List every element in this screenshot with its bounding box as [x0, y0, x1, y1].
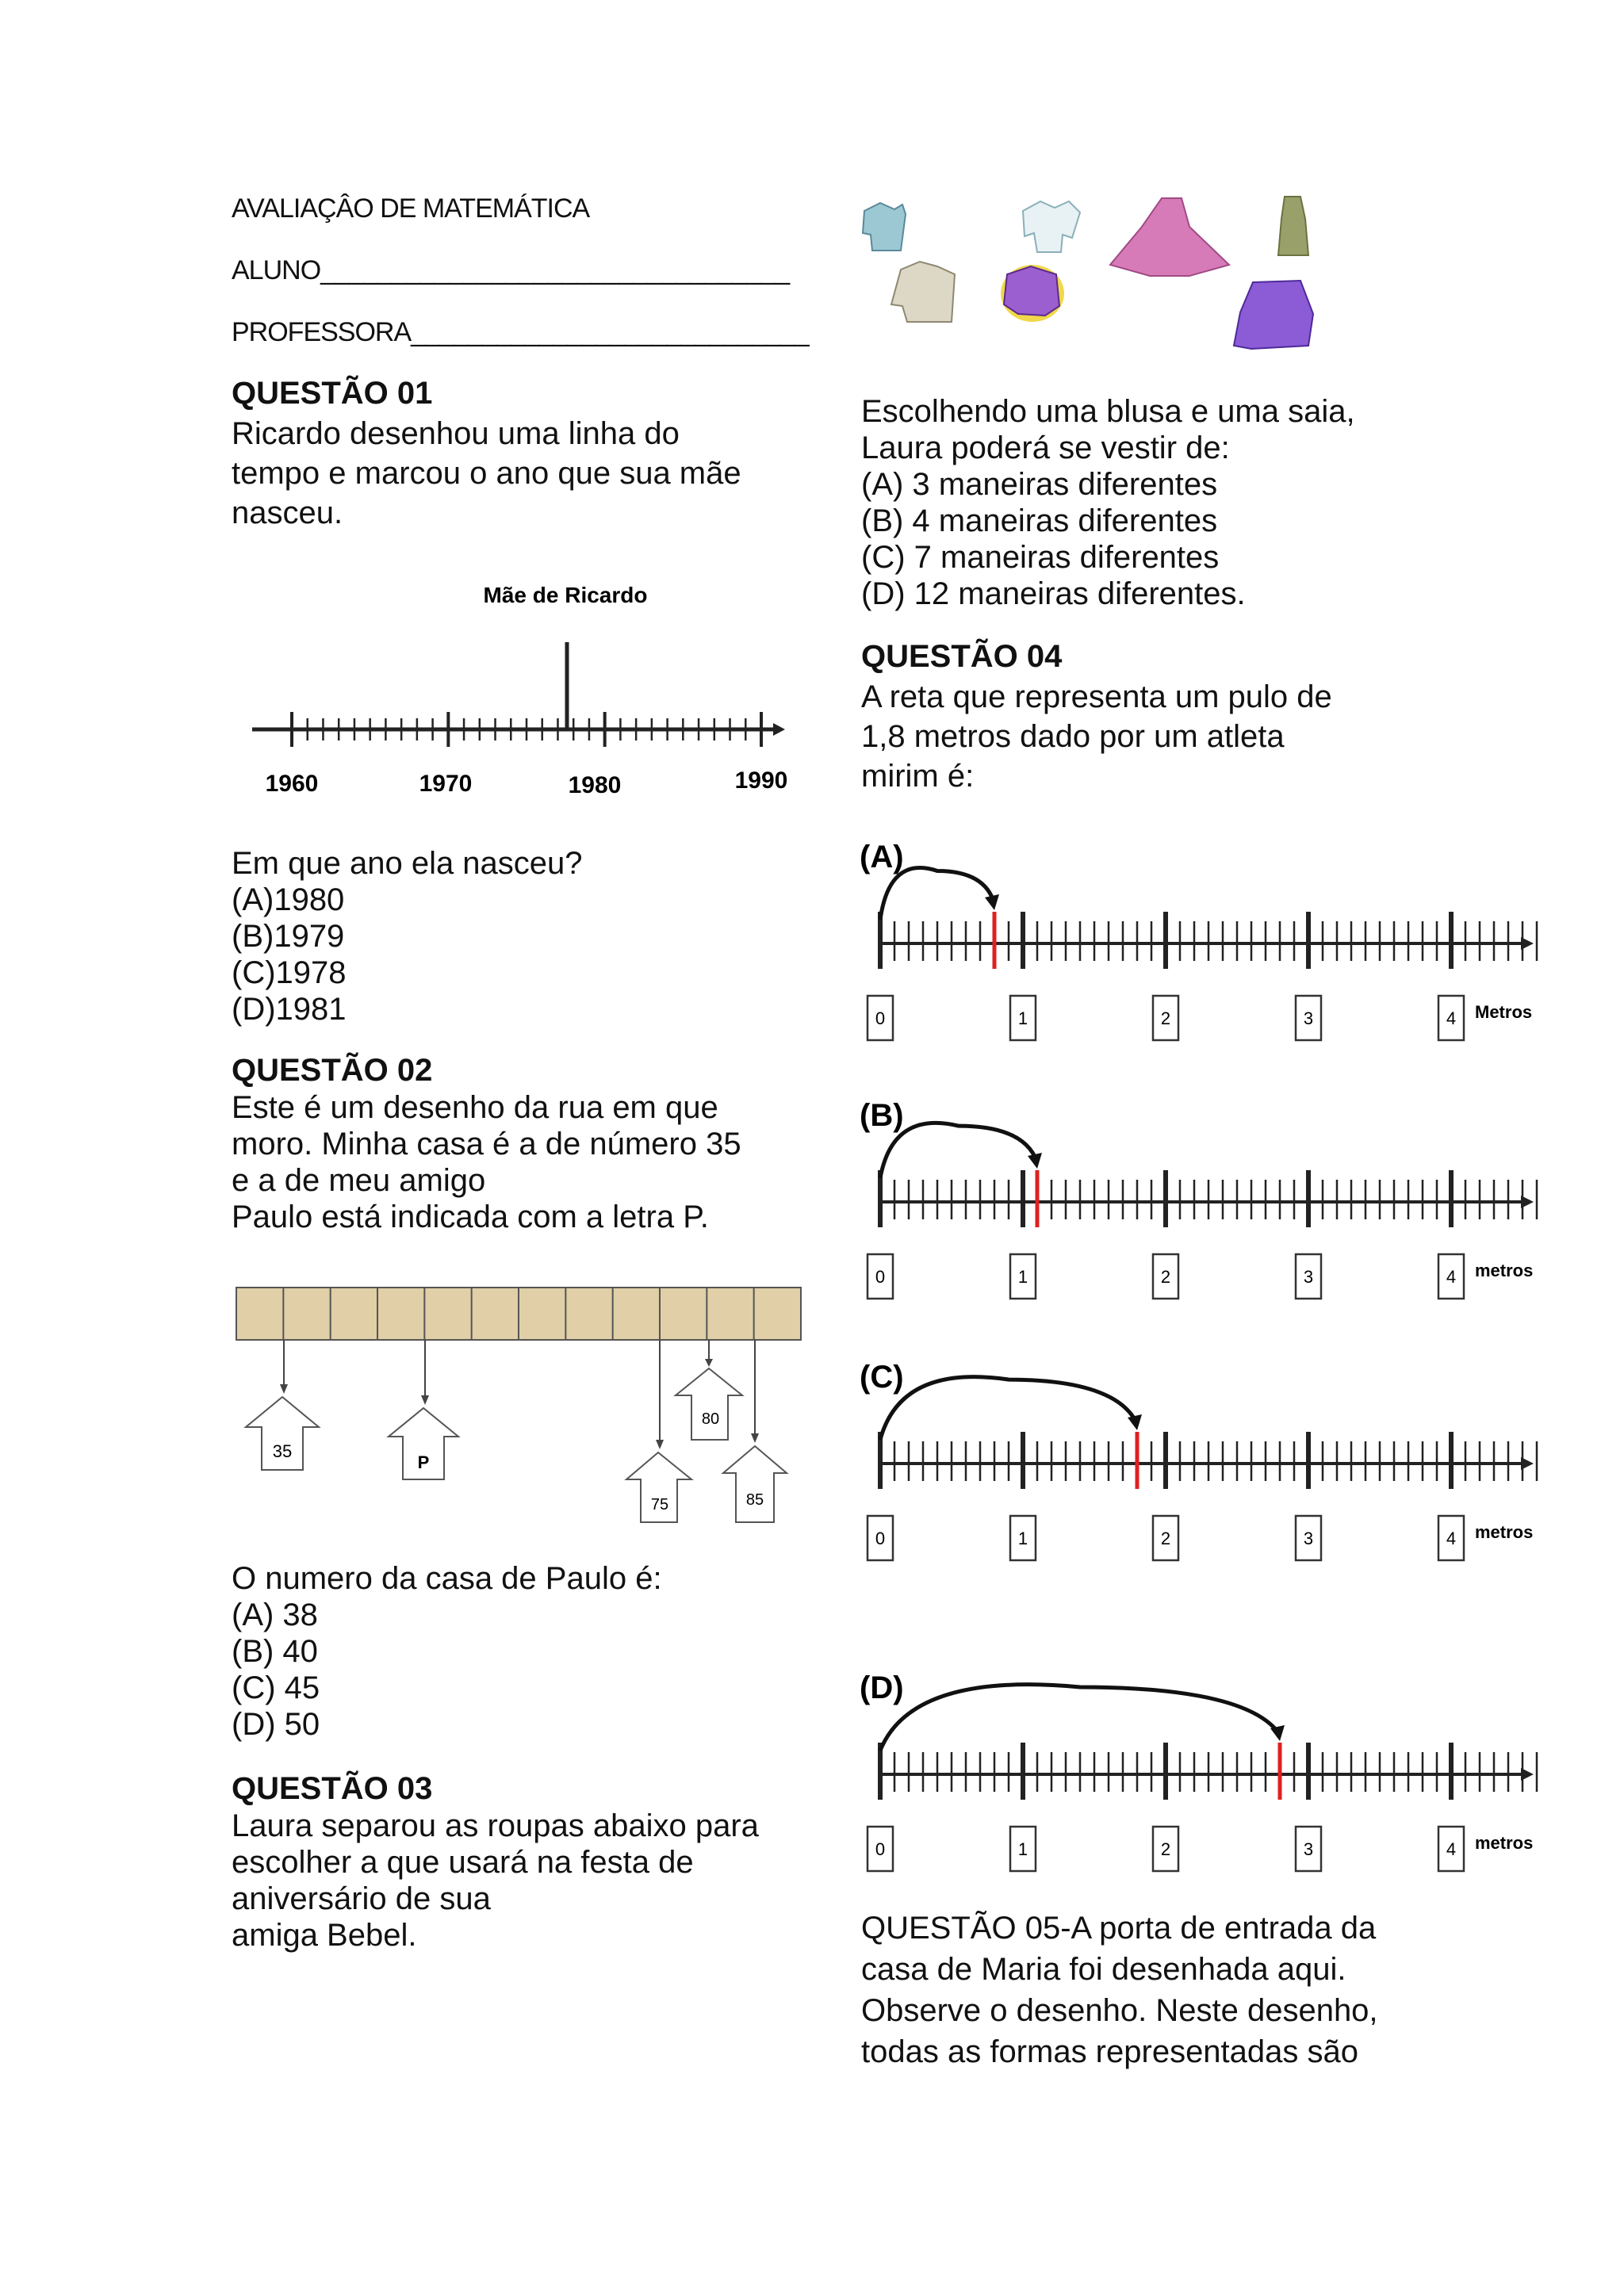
number-label: 3	[1303, 1839, 1314, 1859]
jump-arc	[880, 868, 994, 920]
q5-statement	[861, 1908, 1378, 2072]
q3-option-b[interactable]: (B) 4 maneiras diferentes	[861, 503, 1218, 538]
house-p-label: P	[417, 1452, 430, 1472]
number-label: 1	[1017, 1839, 1028, 1859]
number-label: 0	[875, 1529, 886, 1548]
q2-title: QUESTÃO 02	[232, 1053, 433, 1088]
exam-title: AVALIAÇÂO DE MATEMÁTICA	[232, 193, 590, 224]
blouse-purple-icon	[1001, 265, 1064, 322]
blouse-blue-icon	[863, 203, 906, 251]
q5-line: Observe o desenho. Neste desenho,	[861, 1993, 1378, 2028]
q2-question: O numero da casa de Paulo é:	[232, 1561, 662, 1596]
q3-line: Laura separou as roupas abaixo para	[232, 1808, 759, 1843]
pointer-head-80	[705, 1359, 713, 1367]
q4-line: mirim é:	[861, 759, 975, 794]
q2-line: moro. Minha casa é a de número 35	[232, 1127, 741, 1161]
student-field[interactable]: ALUNO_________________________________	[232, 255, 790, 285]
number-label: 1	[1017, 1008, 1028, 1028]
number-label: 0	[875, 1267, 886, 1287]
unit-label: metros	[1475, 1833, 1534, 1853]
number-label: 2	[1160, 1008, 1171, 1028]
q2-line: e a de meu amigo	[232, 1163, 486, 1198]
number-label: 2	[1160, 1529, 1171, 1548]
q2-street-diagram	[232, 1284, 809, 1538]
q1-option-c[interactable]: (C)1978	[232, 955, 347, 990]
q5-line: casa de Maria foi desenhada aqui.	[861, 1952, 1346, 1987]
year-1960: 1960	[265, 771, 319, 797]
q1-statement	[232, 414, 741, 533]
q5-line: QUESTÃO 05-A porta de entrada da	[861, 1911, 1377, 1946]
number-label: 4	[1446, 1529, 1457, 1548]
q1-line: Ricardo desenhou uma linha do	[232, 416, 680, 451]
number-label: 2	[1160, 1267, 1171, 1287]
skirt-purple-icon	[1234, 281, 1313, 349]
q5-line: todas as formas representadas são	[861, 2034, 1359, 2069]
q4-title: QUESTÃO 04	[861, 639, 1063, 674]
blouse-beige-icon	[891, 262, 955, 322]
jump-arc	[880, 1123, 1037, 1178]
teacher-field[interactable]: PROFESSORA____________________________	[232, 317, 809, 347]
year-1990: 1990	[734, 767, 788, 794]
timeline-mother-label: Mãe de Ricardo	[483, 583, 648, 607]
q4-panel-c[interactable]	[856, 1345, 1554, 1575]
house-arrow-85	[723, 1446, 787, 1522]
jump-arc-arrowhead	[1128, 1414, 1142, 1430]
q2-option-a[interactable]: (A) 38	[232, 1598, 318, 1632]
number-label: 4	[1446, 1839, 1457, 1859]
number-label: 2	[1160, 1839, 1171, 1859]
jump-arc	[880, 1685, 1280, 1751]
number-label: 0	[875, 1008, 886, 1028]
house-85-label: 85	[745, 1491, 764, 1509]
panel-label: (B)	[860, 1098, 904, 1133]
house-80-label: 80	[701, 1410, 720, 1428]
q4-panel-b[interactable]	[856, 1083, 1554, 1313]
jump-arc-arrowhead	[1028, 1153, 1042, 1169]
number-label: 4	[1446, 1008, 1457, 1028]
number-label: 3	[1303, 1008, 1314, 1028]
q4-line: 1,8 metros dado por um atleta	[861, 719, 1285, 754]
q3-statement	[232, 1808, 759, 1954]
q3-line: amiga Bebel.	[232, 1918, 417, 1953]
q1-line: tempo e marcou o ano que sua mãe	[232, 456, 741, 491]
skirt-pink-icon	[1110, 198, 1229, 276]
house-75-label: 75	[650, 1496, 669, 1513]
number-label: 1	[1017, 1267, 1028, 1287]
number-label: 4	[1446, 1267, 1457, 1287]
pointer-head-p	[421, 1395, 429, 1405]
q3-option-c[interactable]: (C) 7 maneiras diferentes	[861, 540, 1220, 575]
jump-arc	[880, 1377, 1137, 1440]
panel-label: (C)	[860, 1360, 904, 1395]
number-label: 3	[1303, 1267, 1314, 1287]
q1-option-a[interactable]: (A)1980	[232, 882, 345, 917]
number-label: 0	[875, 1839, 886, 1859]
unit-label: metros	[1475, 1522, 1534, 1542]
q4-statement	[861, 677, 1332, 796]
q1-option-d[interactable]: (D)1981	[232, 992, 347, 1027]
panel-label: (A)	[860, 840, 904, 874]
q2-option-b[interactable]: (B) 40	[232, 1634, 318, 1669]
q3-question-block	[861, 393, 1355, 612]
q4-panel-d[interactable]	[856, 1655, 1554, 1885]
q4-panel-a[interactable]	[856, 825, 1554, 1054]
q2-statement	[232, 1089, 741, 1235]
q2-option-d[interactable]: (D) 50	[232, 1707, 320, 1742]
year-1970: 1970	[419, 771, 473, 797]
jump-arc-arrowhead	[985, 894, 999, 910]
q3-option-d[interactable]: (D) 12 maneiras diferentes.	[861, 576, 1246, 611]
q3-question-line: Laura poderá se vestir de:	[861, 430, 1230, 465]
pointer-head-75	[656, 1440, 664, 1449]
pointer-head-35	[280, 1384, 288, 1394]
unit-label: Metros	[1475, 1002, 1533, 1022]
q3-option-a[interactable]: (A) 3 maneiras diferentes	[861, 467, 1218, 502]
q2-question-block	[232, 1560, 662, 1743]
house-arrow-80	[676, 1368, 742, 1440]
year-1980: 1980	[568, 772, 622, 798]
timeline-arrowhead	[773, 723, 785, 736]
q3-line: escolher a que usará na festa de	[232, 1845, 694, 1880]
q1-timeline	[238, 571, 801, 809]
q2-option-c[interactable]: (C) 45	[232, 1670, 320, 1705]
skirt-olive-icon	[1278, 197, 1308, 255]
number-label: 1	[1017, 1529, 1028, 1548]
blouse-white-icon	[1023, 201, 1080, 252]
q1-question: Em que ano ela nasceu?	[232, 846, 583, 881]
panel-label: (D)	[860, 1670, 904, 1705]
q1-option-b[interactable]: (B)1979	[232, 919, 345, 954]
q3-question-line: Escolhendo uma blusa e uma saia,	[861, 394, 1355, 429]
q3-line: aniversário de sua	[232, 1881, 491, 1916]
q1-question-block	[232, 845, 583, 1027]
q4-line: A reta que representa um pulo de	[861, 679, 1332, 714]
number-label: 3	[1303, 1529, 1314, 1548]
q2-line: Este é um desenho da rua em que	[232, 1090, 718, 1125]
q1-title: QUESTÃO 01	[232, 376, 433, 411]
q1-line: nasceu.	[232, 496, 343, 530]
unit-label: metros	[1475, 1261, 1534, 1280]
house-35-label: 35	[272, 1441, 293, 1461]
pointer-head-85	[751, 1433, 759, 1443]
q3-title: QUESTÃO 03	[232, 1771, 433, 1806]
q2-line: Paulo está indicada com a letra P.	[232, 1200, 709, 1234]
q3-clothes-illustration	[856, 187, 1348, 362]
